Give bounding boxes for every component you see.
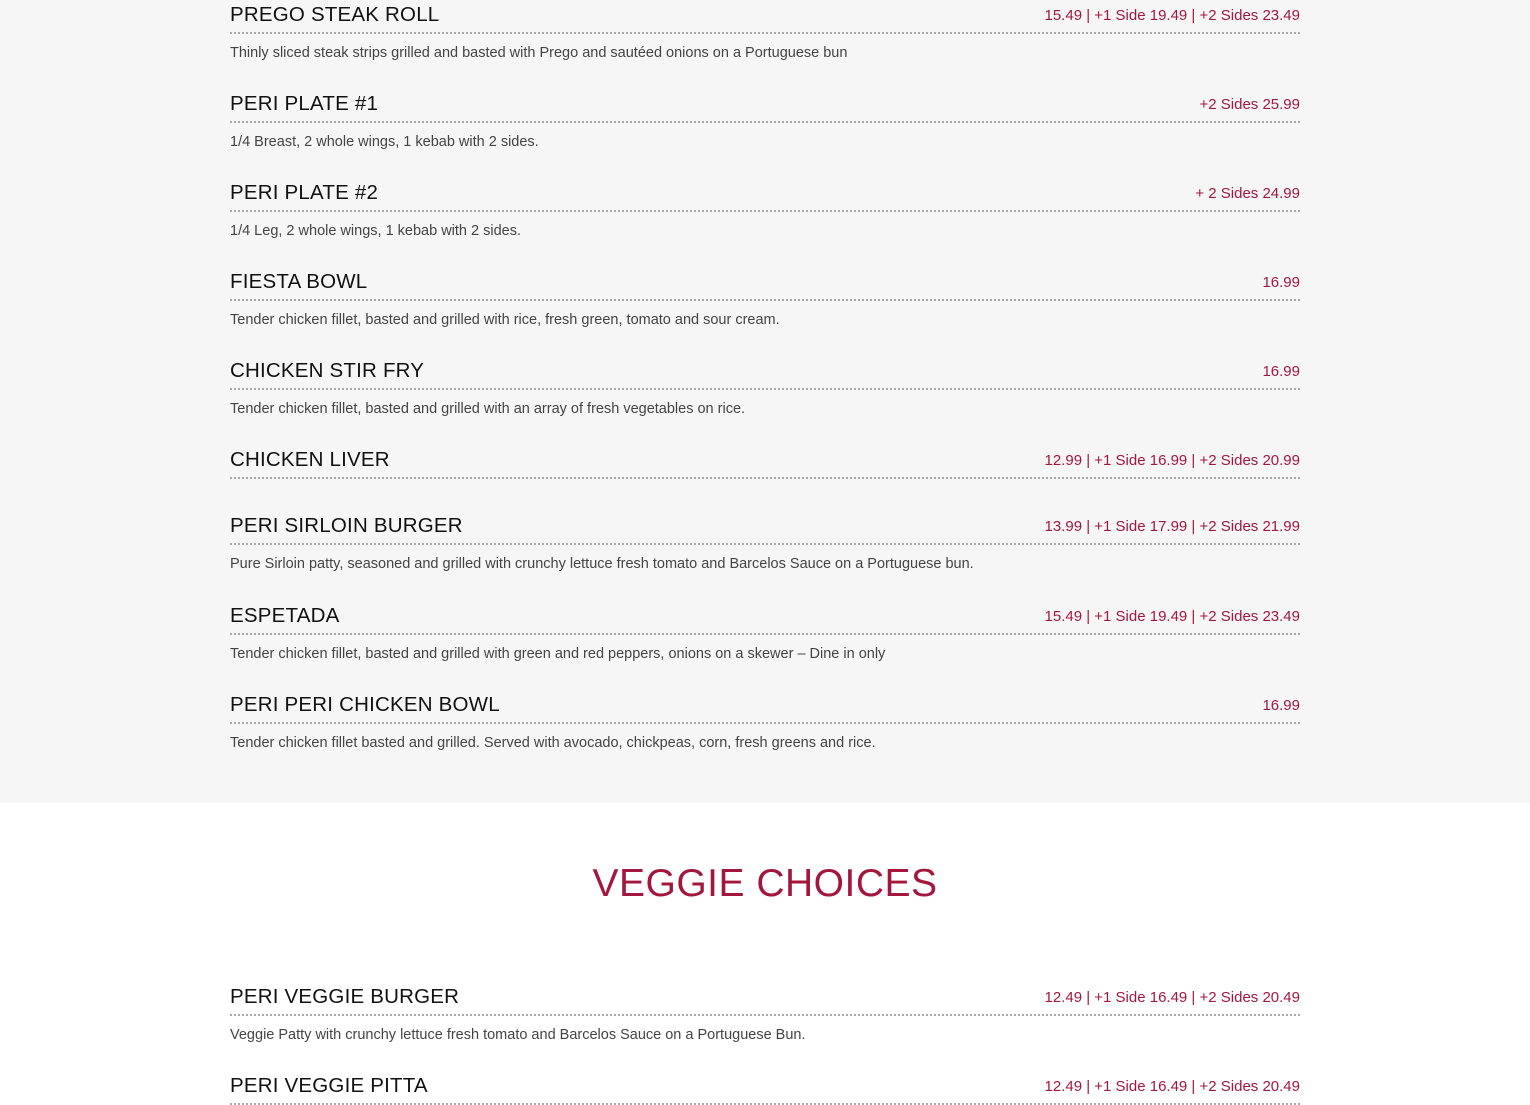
menu-item-description: Veggie Patty with crunchy lettuce fresh tomato and Barcelos Sauce on a Portuguese Bun.	[230, 1027, 806, 1043]
menu-item-name: CHICKEN LIVER	[230, 448, 390, 471]
menu-item-header	[230, 178, 1300, 212]
menu-item-price: 13.99 | +1 Side 17.99 | +2 Sides 21.99	[1044, 518, 1300, 535]
menu-item-price: 15.49 | +1 Side 19.49 | +2 Sides 23.49	[1044, 608, 1300, 625]
menu-item-peri-sirloin-burger	[230, 511, 1300, 574]
menu-item-name: PERI PLATE #1	[230, 92, 379, 115]
menu-item-espetada	[230, 601, 1300, 664]
menu-item-price: 15.49 | +1 Side 19.49 | +2 Sides 23.49	[1044, 7, 1300, 24]
menu-item-header	[230, 982, 1300, 1016]
menu-item-name: PERI PERI CHICKEN BOWL	[230, 693, 500, 716]
menu-item-name: ESPETADA	[230, 604, 340, 627]
menu-item-peri-peri-chicken-bowl	[230, 690, 1300, 753]
menu-item-price: 12.49 | +1 Side 16.49 | +2 Sides 20.49	[1044, 989, 1300, 1006]
menu-item-peri-veggie-burger	[230, 982, 1300, 1045]
menu-item-name: PERI PLATE #2	[230, 181, 379, 204]
menu-item-fiesta-bowl	[230, 267, 1300, 330]
menu-item-header	[230, 445, 1300, 479]
menu-item-description: 1/4 Breast, 2 whole wings, 1 kebab with 2 sides.	[230, 134, 539, 150]
menu-item-description: Tender chicken fillet basted and grilled. Served with avocado, chickpeas, corn, fresh greens and rice.	[230, 735, 876, 751]
menu-item-name: FIESTA BOWL	[230, 270, 368, 293]
menu-item-description: Tender chicken fillet, basted and grilled with green and red peppers, onions on a skewer – Dine in only	[230, 646, 886, 662]
menu-item-description: Thinly sliced steak strips grilled and basted with Prego and sautéed onions on a Portuguese bun	[230, 45, 848, 61]
menu-item-prego-steak-roll	[230, 0, 1300, 63]
menu-item-name: CHICKEN STIR FRY	[230, 359, 425, 382]
menu-item-price: 12.49 | +1 Side 16.49 | +2 Sides 20.49	[1044, 1078, 1300, 1095]
menu-item-header	[230, 267, 1300, 301]
menu-item-name: PERI VEGGIE BURGER	[230, 985, 460, 1008]
menu-item-header	[230, 89, 1300, 123]
menu-item-name: PREGO STEAK ROLL	[230, 3, 440, 26]
menu-item-description: Pure Sirloin patty, seasoned and grilled with crunchy lettuce fresh tomato and Barcelos Sauce on a Portuguese bun.	[230, 556, 974, 572]
menu-item-price: 16.99	[1262, 697, 1300, 714]
menu-item-header	[230, 356, 1300, 390]
menu-item-header	[230, 0, 1300, 34]
menu-item-description: 1/4 Leg, 2 whole wings, 1 kebab with 2 sides.	[230, 223, 521, 239]
menu-item-name: PERI SIRLOIN BURGER	[230, 514, 463, 537]
menu-item-peri-plate-1	[230, 89, 1300, 152]
section-title-veggie: VEGGIE CHOICES	[592, 862, 938, 905]
menu-item-peri-veggie-pitta	[230, 1071, 1300, 1105]
menu-item-price: + 2 Sides 24.99	[1195, 185, 1300, 202]
menu-item-name: PERI VEGGIE PITTA	[230, 1074, 428, 1097]
menu-item-header	[230, 601, 1300, 635]
menu-item-chicken-liver	[230, 445, 1300, 479]
menu-item-price: 12.99 | +1 Side 16.99 | +2 Sides 20.99	[1044, 452, 1300, 469]
veggie-section	[0, 803, 1530, 1105]
menu-item-description: Tender chicken fillet, basted and grilled with an array of fresh vegetables on rice.	[230, 401, 746, 417]
menu-item-chicken-stir-fry	[230, 356, 1300, 419]
menu-item-price: +2 Sides 25.99	[1199, 96, 1300, 113]
menu-item-header	[230, 690, 1300, 724]
menu-item-header	[230, 511, 1300, 545]
menu-item-header	[230, 1071, 1300, 1105]
menu-item-description: Tender chicken fillet, basted and grilled with rice, fresh green, tomato and sour cream.	[230, 312, 780, 328]
menu-item-price: 16.99	[1262, 274, 1300, 291]
menu-item-peri-plate-2	[230, 178, 1300, 241]
menu-item-price: 16.99	[1262, 363, 1300, 380]
